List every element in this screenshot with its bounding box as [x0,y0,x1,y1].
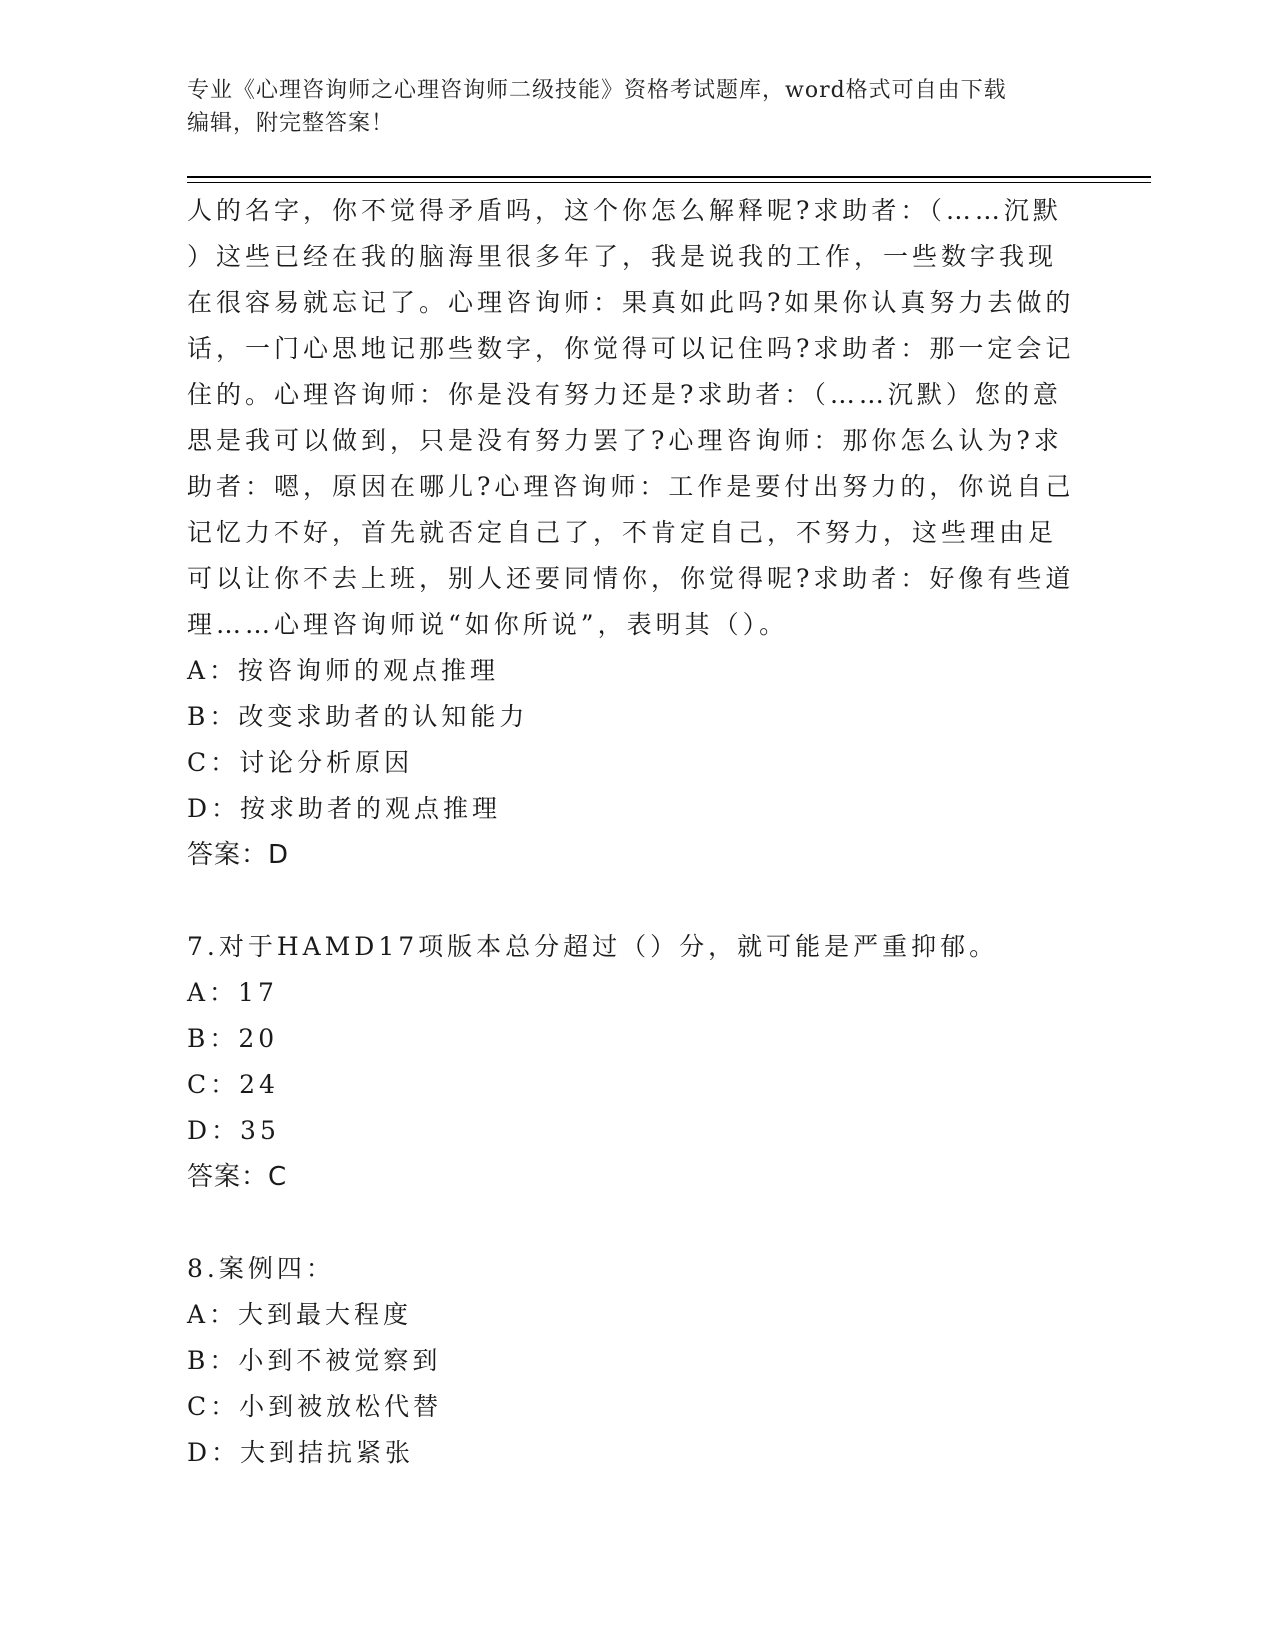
question-7-option-a: A：17 [187,978,278,1007]
question-6-stem-line: ）这些已经在我的脑海里很多年了，我是说我的工作，一些数字我现 [187,242,1058,271]
header-line-2: 编辑，附完整答案！ [187,111,395,136]
spacer [187,1200,1077,1246]
question-8-option-a: A：大到最大程度 [187,1300,413,1329]
question-8-option-c: C：小到被放松代替 [187,1392,443,1421]
question-6-option-c: C：讨论分析原因 [187,748,414,777]
question-8-option-d: D：大到拮抗紧张 [187,1438,415,1467]
question-6 [187,188,1077,878]
question-7-option-d: D：35 [187,1116,280,1145]
question-7-answer: 答案：C [187,1162,288,1192]
question-6-stem-line: 思是我可以做到，只是没有努力罢了?心理咨询师：那你怎么认为?求 [187,426,1063,455]
question-6-stem-line: 住的。心理咨询师：你是没有努力还是?求助者：（……沉默）您的意 [187,380,1062,409]
question-8-option-b: B：小到不被觉察到 [187,1346,442,1375]
question-6-stem-line: 可以让你不去上班，别人还要同情你，你觉得呢?求助者：好像有些道 [187,564,1075,593]
question-6-stem-line: 人的名字，你不觉得矛盾吗，这个你怎么解释呢?求助者：（……沉默 [187,196,1062,225]
question-6-stem-line: 话，一门心思地记那些数字，你觉得可以记住吗?求助者：那一定会记 [187,334,1075,363]
question-8-stem: 8.案例四： [187,1254,335,1283]
question-7-option-c: C：24 [187,1070,279,1099]
header-rule-thick [187,176,1151,178]
header-rule-thin [187,182,1151,183]
document-body [187,188,1077,1476]
question-6-answer: 答案：D [187,840,290,870]
question-6-stem-line: 在很容易就忘记了。心理咨询师：果真如此吗?如果你认真努力去做的 [187,288,1075,317]
question-6-stem-line: 理……心理咨询师说“如你所说”，表明其（）。 [187,610,789,639]
spacer [187,878,1077,924]
document-header [187,74,1067,140]
question-6-stem-line: 助者：嗯，原因在哪儿?心理咨询师：工作是要付出努力的，你说自己 [187,472,1075,501]
question-7-option-b: B：20 [187,1024,279,1053]
question-6-option-b: B：改变求助者的认知能力 [187,702,529,731]
question-7 [187,924,1077,1200]
question-6-option-a: A：按咨询师的观点推理 [187,656,500,685]
question-6-option-d: D：按求助者的观点推理 [187,794,502,823]
header-line-1: 专业《心理咨询师之心理咨询师二级技能》资格考试题库，word格式可自由下载 [187,78,1007,103]
question-6-stem-line: 记忆力不好，首先就否定自己了，不肯定自己，不努力，这些理由足 [187,518,1058,547]
question-8 [187,1246,1077,1476]
question-7-stem: 7.对于HAMD17项版本总分超过（）分，就可能是严重抑郁。 [187,932,999,961]
